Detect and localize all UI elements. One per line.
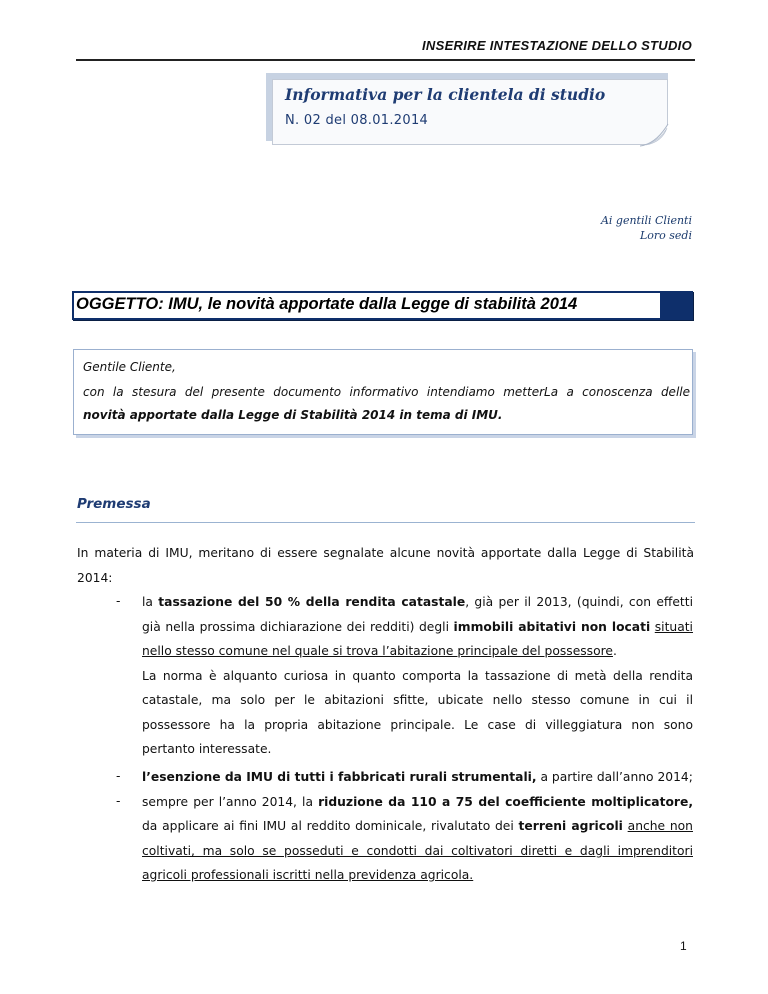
intro-greeting: Gentile Cliente, [83,360,176,374]
list-item-line: già nella prossima dichiarazione dei redditi) degli immobili abitativi non locati situati [142,620,693,634]
list-item-line: catastale, ma solo per le abitazioni sfitte, ubicate nello stesso comune in cui il [142,693,693,707]
intro-line: con la stesura del presente documento informativo intendiamo metterLa a conoscenza delle [83,385,690,399]
recipients-block [0,213,692,243]
list-item-line: La norma è alquanto curiosa in quanto comporta la tassazione di metà della rendita [142,669,693,683]
list-item-line: l’esenzione da IMU di tutti i fabbricati rurali strumentali, a partire dall’anno 2014; [142,770,693,784]
info-subtitle: N. 02 del 08.01.2014 [285,113,429,128]
body-paragraph-line: 2014: [77,571,113,585]
section-rule [76,522,695,523]
list-item-line: nello stesso comune nel quale si trova l’abitazione principale del possessore. [142,644,617,658]
page-number: 1 [680,939,687,953]
subject-banner-tab [660,291,693,320]
recipients-line: Ai gentili Clienti [600,214,692,227]
list-bullet: - [116,594,121,608]
header-rule [76,59,695,61]
list-item-line: la tassazione del 50 % della rendita catastale, già per il 2013, (quindi, con effetti [142,595,693,609]
info-title: Informativa per la clientela di studio [285,85,606,104]
body-paragraph-line: In materia di IMU, meritano di essere segnalate alcune novità apportate dalla Legge di Stabilità [77,546,694,560]
list-item-line: possessore ha la propria abitazione principale. Le case di villeggiatura non sono [142,718,693,732]
recipients-line: Loro sedi [639,229,692,242]
list-item-line: pertanto interessate. [142,742,272,756]
subject-text: OGGETTO: IMU, le novità apportate dalla Legge di stabilità 2014 [76,295,578,313]
list-item-line: agricoli professionali iscritti nella previdenza agricola. [142,868,474,882]
list-item-line: da applicare ai fini IMU al reddito dominicale, rivalutato dei terreni agricoli anche non [142,819,693,833]
letterhead-title: INSERIRE INTESTAZIONE DELLO STUDIO [422,38,692,53]
list-bullet: - [116,769,121,783]
page-curl-icon [640,122,670,148]
section-title: Premessa [77,496,151,512]
list-item-line: coltivati, ma solo se posseduti e condotti dai coltivatori diretti e dagli imprenditori [142,844,693,858]
list-item-line: sempre per l’anno 2014, la riduzione da 110 a 75 del coefficiente moltiplicatore, [142,795,693,809]
intro-line-bold: novità apportate dalla Legge di Stabilità 2014 in tema di IMU. [83,408,503,422]
list-bullet: - [116,794,121,808]
